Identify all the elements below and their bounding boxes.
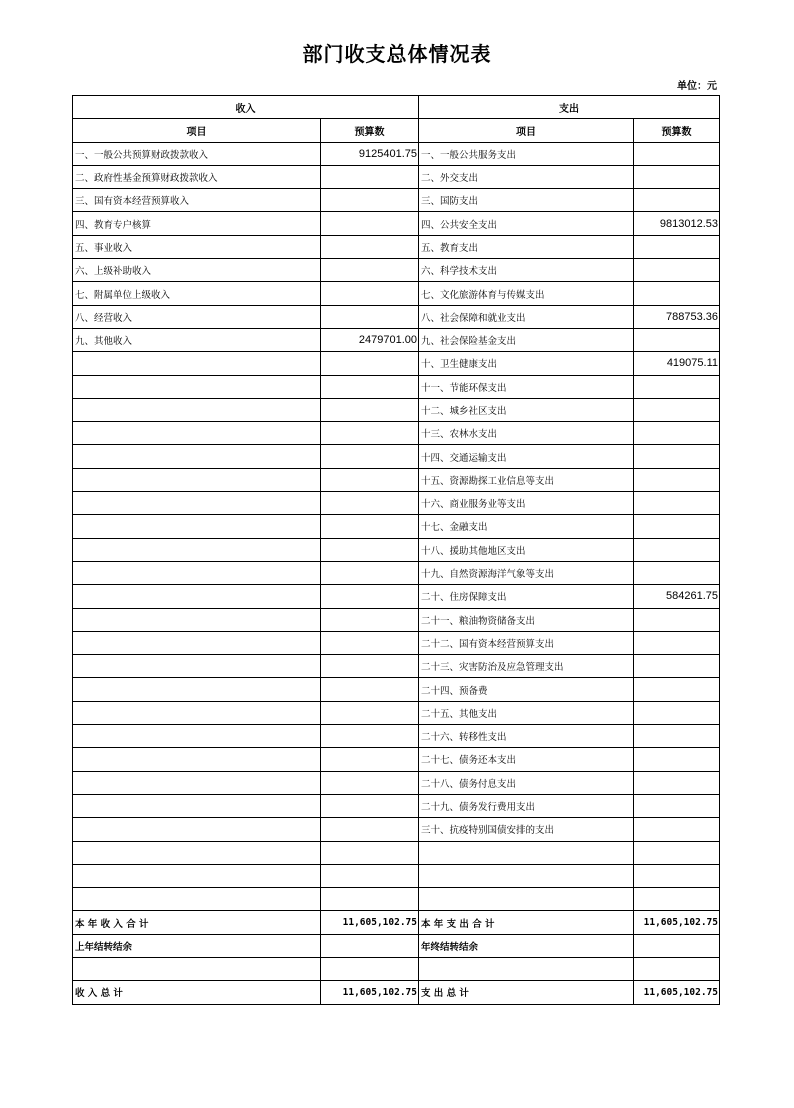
income-item-cell	[73, 771, 321, 794]
expense-value-cell	[634, 818, 720, 841]
table-row	[73, 515, 720, 538]
grand-expense-value: 11,605,102.75	[634, 981, 720, 1004]
income-item-cell	[73, 445, 321, 468]
table-row	[73, 422, 720, 445]
expense-value-cell	[634, 375, 720, 398]
expense-value-cell	[634, 235, 720, 258]
income-item-cell	[73, 585, 321, 608]
income-value-cell	[321, 165, 419, 188]
expense-item-cell: 七、文化旅游体育与传媒支出	[419, 282, 634, 305]
table-row	[73, 748, 720, 771]
table-row	[73, 561, 720, 584]
table-row	[73, 794, 720, 817]
income-item-cell: 五、事业收入	[73, 235, 321, 258]
expense-item-cell: 二十七、债务还本支出	[419, 748, 634, 771]
page-title: 部门收支总体情况表	[302, 42, 492, 66]
blank-cell	[321, 957, 419, 980]
expense-item-cell: 二十六、转移性支出	[419, 725, 634, 748]
income-item-cell: 三、国有资本经营预算收入	[73, 189, 321, 212]
income-value-cell	[321, 422, 419, 445]
expense-item-cell: 二十五、其他支出	[419, 701, 634, 724]
expense-value-cell	[634, 794, 720, 817]
carry-out-value	[634, 934, 720, 957]
blank-cell	[73, 957, 321, 980]
expense-item-cell: 二、外交支出	[419, 165, 634, 188]
grand-income-label: 收 入 总 计	[73, 981, 321, 1004]
grand-expense-label: 支 出 总 计	[419, 981, 634, 1004]
budget-table	[72, 95, 720, 1005]
income-item-cell: 七、附属单位上级收入	[73, 282, 321, 305]
expense-value-cell	[634, 888, 720, 911]
income-item-cell	[73, 864, 321, 887]
income-value-cell	[321, 235, 419, 258]
carry-out-label: 年终结转结余	[419, 934, 634, 957]
table-row	[73, 701, 720, 724]
table-row	[73, 142, 720, 165]
expense-header: 支出	[419, 96, 720, 119]
income-value-cell	[321, 212, 419, 235]
income-item-cell	[73, 888, 321, 911]
table-row	[73, 585, 720, 608]
income-value-cell	[321, 748, 419, 771]
income-item-cell: 四、教育专户核算	[73, 212, 321, 235]
income-value-cell	[321, 818, 419, 841]
blank-cell	[419, 957, 634, 980]
income-value-cell	[321, 189, 419, 212]
expense-value-cell	[634, 398, 720, 421]
expense-item-cell: 五、教育支出	[419, 235, 634, 258]
expense-item-cell: 二十、住房保障支出	[419, 585, 634, 608]
year-total-row	[73, 911, 720, 934]
expense-value-cell	[634, 259, 720, 282]
year-income-value: 11,605,102.75	[321, 911, 419, 934]
income-value-cell: 2479701.00	[321, 328, 419, 351]
table-row	[73, 655, 720, 678]
income-value-cell	[321, 608, 419, 631]
income-item-cell	[73, 398, 321, 421]
expense-value-cell	[634, 561, 720, 584]
table-row	[73, 492, 720, 515]
year-expense-value: 11,605,102.75	[634, 911, 720, 934]
table-row	[73, 375, 720, 398]
table-row	[73, 352, 720, 375]
table-row	[73, 445, 720, 468]
income-item-cell	[73, 538, 321, 561]
carry-over-row	[73, 934, 720, 957]
expense-budget-header: 预算数	[634, 119, 720, 142]
table-row	[73, 818, 720, 841]
table-row	[73, 165, 720, 188]
expense-item-cell	[419, 864, 634, 887]
income-item-cell	[73, 375, 321, 398]
expense-value-cell	[634, 328, 720, 351]
expense-item-cell: 三、国防支出	[419, 189, 634, 212]
expense-item-cell: 十三、农林水支出	[419, 422, 634, 445]
income-item-cell	[73, 678, 321, 701]
table-row	[73, 771, 720, 794]
table-row	[73, 212, 720, 235]
expense-value-cell: 9813012.53	[634, 212, 720, 235]
expense-item-cell: 三十、抗疫特别国债安排的支出	[419, 818, 634, 841]
expense-item-cell: 十一、节能环保支出	[419, 375, 634, 398]
expense-value-cell	[634, 864, 720, 887]
expense-value-cell	[634, 841, 720, 864]
expense-value-cell	[634, 165, 720, 188]
table-row	[73, 608, 720, 631]
table-row	[73, 468, 720, 491]
income-item-cell	[73, 818, 321, 841]
table-row	[73, 259, 720, 282]
income-value-cell	[321, 794, 419, 817]
income-value-cell	[321, 398, 419, 421]
expense-item-cell: 十四、交通运输支出	[419, 445, 634, 468]
expense-item-cell: 二十四、预备费	[419, 678, 634, 701]
income-value-cell	[321, 445, 419, 468]
income-value-cell	[321, 282, 419, 305]
expense-value-cell	[634, 678, 720, 701]
carry-in-value	[321, 934, 419, 957]
expense-item-cell: 十、卫生健康支出	[419, 352, 634, 375]
year-expense-label: 本 年 支 出 合 计	[419, 911, 634, 934]
income-value-cell	[321, 585, 419, 608]
income-item-cell	[73, 701, 321, 724]
income-item-header: 项目	[73, 119, 321, 142]
table-row	[73, 725, 720, 748]
expense-value-cell	[634, 468, 720, 491]
blank-cell	[634, 957, 720, 980]
expense-item-cell: 十五、资源勘探工业信息等支出	[419, 468, 634, 491]
expense-value-cell	[634, 748, 720, 771]
expense-value-cell	[634, 282, 720, 305]
income-item-cell	[73, 468, 321, 491]
expense-value-cell	[634, 189, 720, 212]
expense-value-cell: 584261.75	[634, 585, 720, 608]
table-row	[73, 888, 720, 911]
section-header-row	[73, 96, 720, 119]
income-value-cell	[321, 771, 419, 794]
expense-item-cell	[419, 888, 634, 911]
expense-item-cell: 六、科学技术支出	[419, 259, 634, 282]
income-item-cell: 八、经营收入	[73, 305, 321, 328]
income-value-cell	[321, 305, 419, 328]
income-item-cell	[73, 561, 321, 584]
income-value-cell	[321, 561, 419, 584]
income-item-cell	[73, 631, 321, 654]
expense-value-cell	[634, 422, 720, 445]
income-item-cell	[73, 725, 321, 748]
income-value-cell	[321, 468, 419, 491]
income-value-cell	[321, 701, 419, 724]
income-item-cell	[73, 748, 321, 771]
grand-income-value: 11,605,102.75	[321, 981, 419, 1004]
income-value-cell	[321, 375, 419, 398]
income-item-cell	[73, 422, 321, 445]
expense-value-cell	[634, 725, 720, 748]
table-row	[73, 841, 720, 864]
expense-value-cell	[634, 445, 720, 468]
income-value-cell	[321, 841, 419, 864]
income-item-cell: 六、上级补助收入	[73, 259, 321, 282]
column-header-row	[73, 119, 720, 142]
unit-label: 单位：元	[677, 81, 717, 92]
income-value-cell	[321, 888, 419, 911]
expense-value-cell	[634, 492, 720, 515]
expense-item-cell: 二十九、债务发行费用支出	[419, 794, 634, 817]
expense-item-cell: 九、社会保险基金支出	[419, 328, 634, 351]
expense-item-cell: 四、公共安全支出	[419, 212, 634, 235]
income-value-cell	[321, 352, 419, 375]
expense-value-cell	[634, 538, 720, 561]
carry-in-label: 上年结转结余	[73, 934, 321, 957]
income-item-cell	[73, 515, 321, 538]
income-header: 收入	[73, 96, 419, 119]
table-row	[73, 631, 720, 654]
expense-item-cell: 二十三、灾害防治及应急管理支出	[419, 655, 634, 678]
table-row	[73, 282, 720, 305]
income-item-cell	[73, 841, 321, 864]
income-budget-header: 预算数	[321, 119, 419, 142]
blank-row	[73, 957, 720, 980]
income-item-cell	[73, 492, 321, 515]
expense-item-cell: 十六、商业服务业等支出	[419, 492, 634, 515]
grand-total-row	[73, 981, 720, 1004]
expense-value-cell	[634, 631, 720, 654]
income-value-cell	[321, 538, 419, 561]
income-item-cell	[73, 352, 321, 375]
income-item-cell	[73, 608, 321, 631]
income-value-cell	[321, 655, 419, 678]
table-row	[73, 305, 720, 328]
expense-item-cell: 二十一、粮油物资储备支出	[419, 608, 634, 631]
expense-item-cell: 十七、金融支出	[419, 515, 634, 538]
year-income-label: 本 年 收 入 合 计	[73, 911, 321, 934]
expense-item-cell: 二十二、国有资本经营预算支出	[419, 631, 634, 654]
expense-value-cell	[634, 771, 720, 794]
table-row	[73, 189, 720, 212]
expense-value-cell	[634, 655, 720, 678]
income-item-cell: 二、政府性基金预算财政拨款收入	[73, 165, 321, 188]
expense-item-cell: 一、一般公共服务支出	[419, 142, 634, 165]
table-row	[73, 864, 720, 887]
income-item-cell	[73, 655, 321, 678]
income-item-cell: 一、一般公共预算财政拨款收入	[73, 142, 321, 165]
expense-item-cell	[419, 841, 634, 864]
expense-value-cell: 788753.36	[634, 305, 720, 328]
table-row	[73, 398, 720, 421]
table-row	[73, 538, 720, 561]
expense-item-cell: 十八、援助其他地区支出	[419, 538, 634, 561]
expense-value-cell	[634, 608, 720, 631]
expense-item-cell: 二十八、债务付息支出	[419, 771, 634, 794]
expense-value-cell	[634, 515, 720, 538]
expense-value-cell	[634, 701, 720, 724]
table-row	[73, 235, 720, 258]
income-value-cell	[321, 678, 419, 701]
income-value-cell	[321, 631, 419, 654]
expense-value-cell	[634, 142, 720, 165]
table-row	[73, 328, 720, 351]
expense-item-cell: 八、社会保障和就业支出	[419, 305, 634, 328]
expense-item-header: 项目	[419, 119, 634, 142]
income-value-cell: 9125401.75	[321, 142, 419, 165]
income-value-cell	[321, 515, 419, 538]
income-value-cell	[321, 725, 419, 748]
income-value-cell	[321, 492, 419, 515]
income-value-cell	[321, 259, 419, 282]
table-row	[73, 678, 720, 701]
expense-value-cell: 419075.11	[634, 352, 720, 375]
income-item-cell	[73, 794, 321, 817]
income-value-cell	[321, 864, 419, 887]
income-item-cell: 九、其他收入	[73, 328, 321, 351]
expense-item-cell: 十二、城乡社区支出	[419, 398, 634, 421]
expense-item-cell: 十九、自然资源海洋气象等支出	[419, 561, 634, 584]
